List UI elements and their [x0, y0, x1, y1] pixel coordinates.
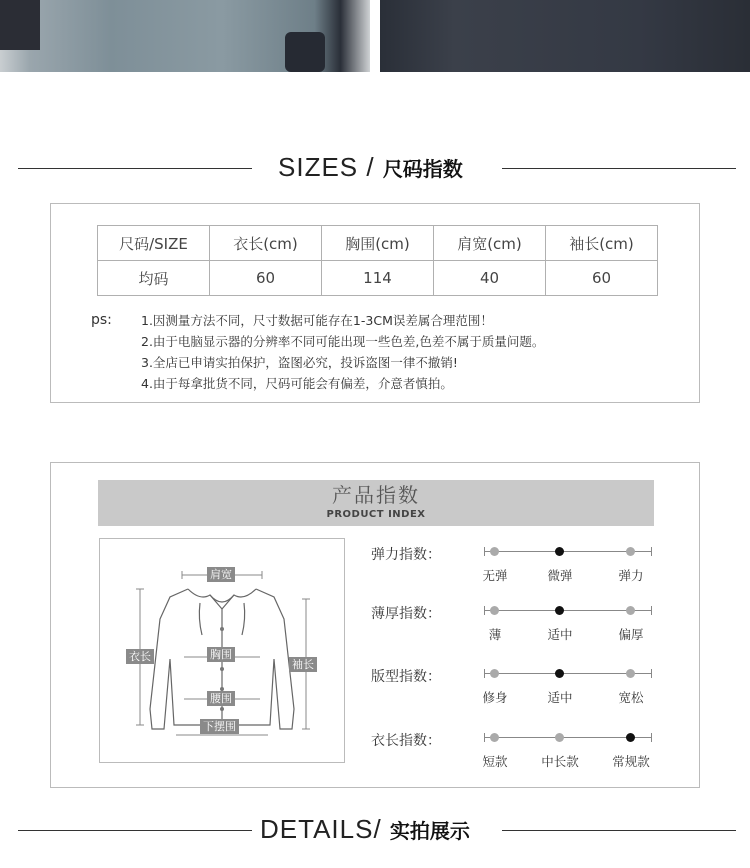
- table-cell: 60: [546, 261, 658, 296]
- sizes-title-text: [278, 152, 463, 183]
- index-label: 版型指数：: [371, 669, 441, 685]
- sleeve-length-label: 袖长: [289, 657, 317, 672]
- index-dot: [490, 733, 499, 742]
- note-line: 4.由于每拿批货不同，尺码可能会有偏差，介意者慎拍。: [141, 376, 453, 391]
- table-header-cell: 肩宽(cm): [434, 226, 546, 261]
- index-label: 薄厚指数：: [371, 606, 441, 622]
- index-option: 常规款: [612, 754, 650, 769]
- product-photo-left: [0, 0, 370, 72]
- index-dot: [555, 733, 564, 742]
- table-cell: 40: [434, 261, 546, 296]
- index-dot: [555, 606, 564, 615]
- note-line: 2.由于电脑显示器的分辨率不同可能出现一些色差,色差不属于质量问题。: [141, 334, 545, 349]
- index-option: 适中: [547, 627, 573, 642]
- table-cell: 114: [322, 261, 434, 296]
- garment-measurement-diagram: [99, 538, 345, 763]
- table-header-cell: 袖长(cm): [546, 226, 658, 261]
- track-tick: [484, 733, 485, 742]
- index-option: 薄: [488, 627, 502, 642]
- track-tick: [484, 606, 485, 615]
- index-dot: [490, 669, 499, 678]
- index-row-elasticity: [371, 544, 661, 584]
- track-tick: [484, 669, 485, 678]
- index-dot: [626, 547, 635, 556]
- index-row-fit: [371, 666, 661, 706]
- size-chart-panel: [50, 203, 700, 403]
- index-option: 无弹: [482, 568, 508, 583]
- index-dot: [555, 669, 564, 678]
- index-option: 适中: [547, 690, 573, 705]
- track-tick: [651, 547, 652, 556]
- track-tick: [651, 606, 652, 615]
- size-table: [97, 225, 658, 296]
- table-header-cell: 尺码/SIZE: [98, 226, 210, 261]
- product-index-title-en: PRODUCT INDEX: [326, 509, 426, 520]
- hem-label: 下摆围: [200, 719, 239, 734]
- product-index-panel: [50, 462, 700, 788]
- length-label: 衣长: [126, 649, 154, 664]
- title-divider-left: [18, 168, 252, 169]
- index-option: 微弹: [547, 568, 573, 583]
- title-divider-right: [502, 168, 736, 169]
- size-table-header-row: [98, 226, 658, 261]
- index-dot: [626, 733, 635, 742]
- track-tick: [651, 733, 652, 742]
- track-tick: [484, 547, 485, 556]
- sizes-title-zh: 尺码指数: [382, 157, 463, 181]
- details-title-en: DETAILS: [260, 814, 374, 844]
- photo-sleeve-shape: [285, 32, 325, 72]
- index-option: 宽松: [618, 690, 644, 705]
- notes-lines: [141, 310, 544, 394]
- details-title-text: [260, 814, 470, 845]
- index-option: 弹力: [618, 568, 644, 583]
- details-title-zh: 实拍展示: [389, 819, 470, 843]
- sizes-title-sep: /: [358, 152, 383, 182]
- details-title-sep: /: [373, 814, 390, 844]
- index-row-length: [371, 730, 661, 770]
- chest-label: 胸围: [207, 647, 235, 662]
- index-label: 衣长指数：: [371, 733, 441, 749]
- index-label: 弹力指数：: [371, 547, 441, 563]
- index-dot: [490, 547, 499, 556]
- index-dot: [490, 606, 499, 615]
- track-tick: [651, 669, 652, 678]
- sizes-title-en: SIZES: [278, 152, 359, 182]
- table-header-cell: 胸围(cm): [322, 226, 434, 261]
- note-line: 1.因测量方法不同，尺寸数据可能存在1-3CM误差属合理范围！: [141, 313, 493, 328]
- waist-label: 腰围: [207, 691, 235, 706]
- index-dot: [626, 669, 635, 678]
- shoulder-width-label: 肩宽: [207, 567, 235, 582]
- table-cell: 60: [210, 261, 322, 296]
- product-index-title-zh: 产品指数: [332, 483, 420, 507]
- index-option: 修身: [482, 690, 508, 705]
- index-option: 短款: [482, 754, 508, 769]
- index-option: 中长款: [541, 754, 579, 769]
- table-header-cell: 衣长(cm): [210, 226, 322, 261]
- notes-ps-label: ps:: [91, 312, 112, 328]
- photo-sleeve-shape: [0, 0, 40, 50]
- index-row-thickness: [371, 603, 661, 643]
- sizes-section-title: [0, 150, 750, 186]
- table-row: [98, 261, 658, 296]
- product-photo-right: [380, 0, 750, 72]
- details-section-title: [0, 812, 750, 848]
- note-line: 3.全店已申请实拍保护，盗图必究，投诉盗图一律不撤销!: [141, 355, 458, 370]
- table-cell: 均码: [98, 261, 210, 296]
- index-dot: [626, 606, 635, 615]
- product-index-banner: [98, 480, 654, 526]
- title-divider-left: [18, 830, 252, 831]
- index-dot: [555, 547, 564, 556]
- title-divider-right: [502, 830, 736, 831]
- index-option: 偏厚: [618, 627, 644, 642]
